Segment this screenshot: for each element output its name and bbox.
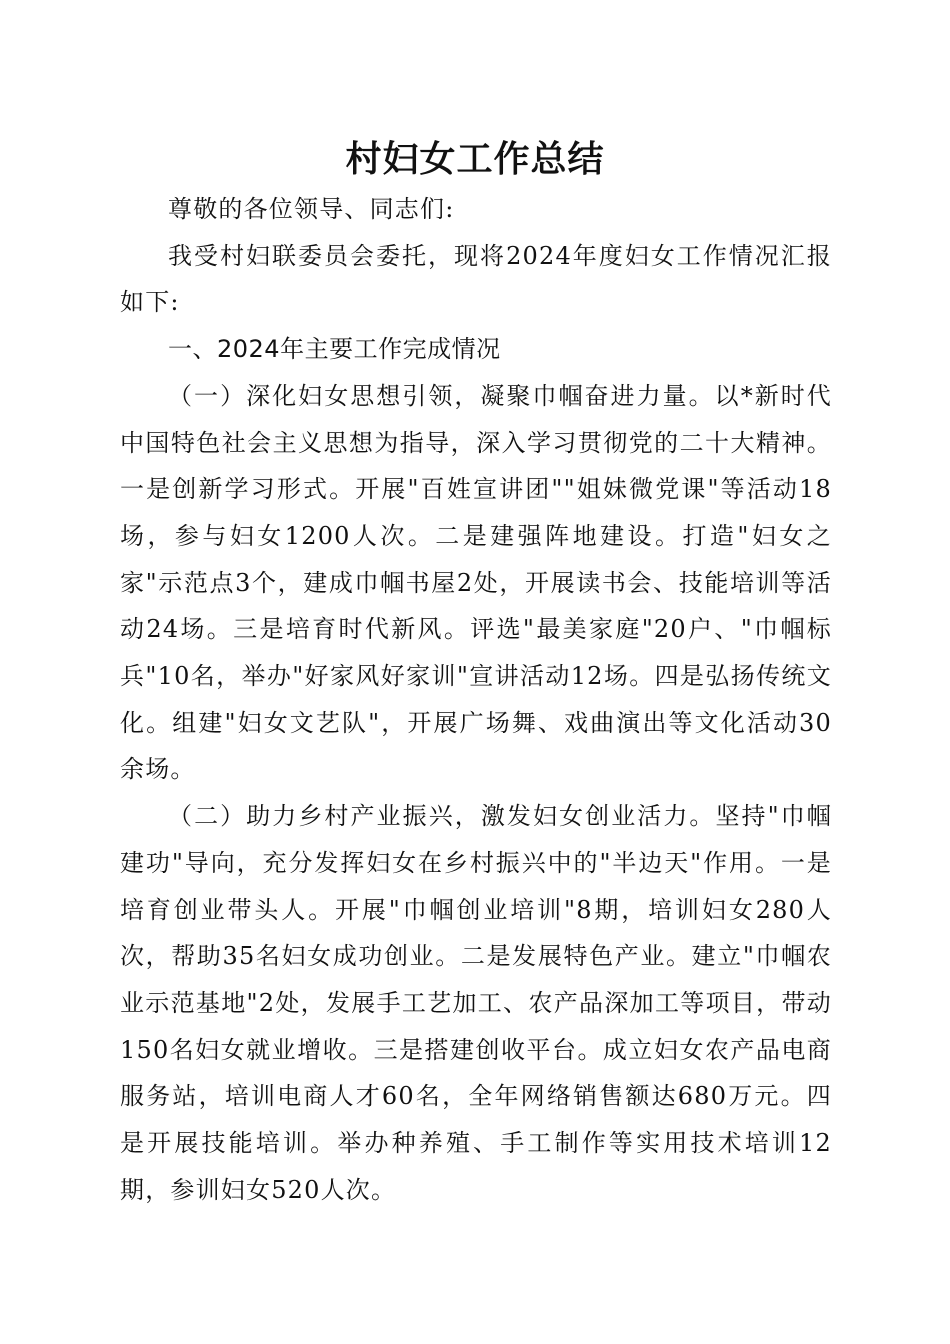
paragraph-item-1 xyxy=(120,373,832,793)
document-title: 村妇女工作总结 xyxy=(345,138,605,180)
section-heading: 一、2024年主要工作完成情况 xyxy=(168,335,501,364)
item-1-lead: （一）深化妇女思想引领，凝聚巾帼奋进力量。 xyxy=(168,381,715,410)
paragraph-item-2 xyxy=(120,793,832,1213)
document-body xyxy=(120,186,832,1213)
item-1-text: 以*新时代中国特色社会主义思想为指导，深入学习贯彻党的二十大精神。一是创新学习形式。开展"百姓宣讲团""姐妹微党课"等活动18场，参与妇女1200人次。二是建强阵地建设。打造"妇女之家"示范点3个，建成巾帼书屋2处，开展读书会、技能培训等活动24场。三是培育时代新风。评选"最美家庭"20户、"巾帼标兵"10名，举办"好家风好家训"宣讲活动12场。四是弘扬传统文化。组建"妇女文艺队"，开展广场舞、戏曲演出等文化活动30余场。 xyxy=(120,381,832,784)
salutation: 尊敬的各位领导、同志们: xyxy=(168,195,455,223)
item-2-lead: （二）助力乡村产业振兴，激发妇女创业活力。 xyxy=(168,802,716,831)
intro-paragraph: 我受村妇联委员会委托，现将2024年度妇女工作情况汇报如下: xyxy=(120,241,832,317)
item-2-text: 坚持"巾帼建功"导向，充分发挥妇女在乡村振兴中的"半边天"作用。一是培育创业带头人。开展"巾帼创业培训"8期，培训妇女280人次，帮助35名妇女成功创业。二是发展特色产业。建立"巾帼农业示范基地"2处，发展手工艺加工、农产品深加工等项目，带动150名妇女就业增收。三是搭建创收平台。成立妇女农产品电商服务站，培训电商人才60名，全年网络销售额达680万元。四是开展技能培训。举办种养殖、手工制作等实用技术培训12期，参训妇女520人次。 xyxy=(120,802,832,1204)
